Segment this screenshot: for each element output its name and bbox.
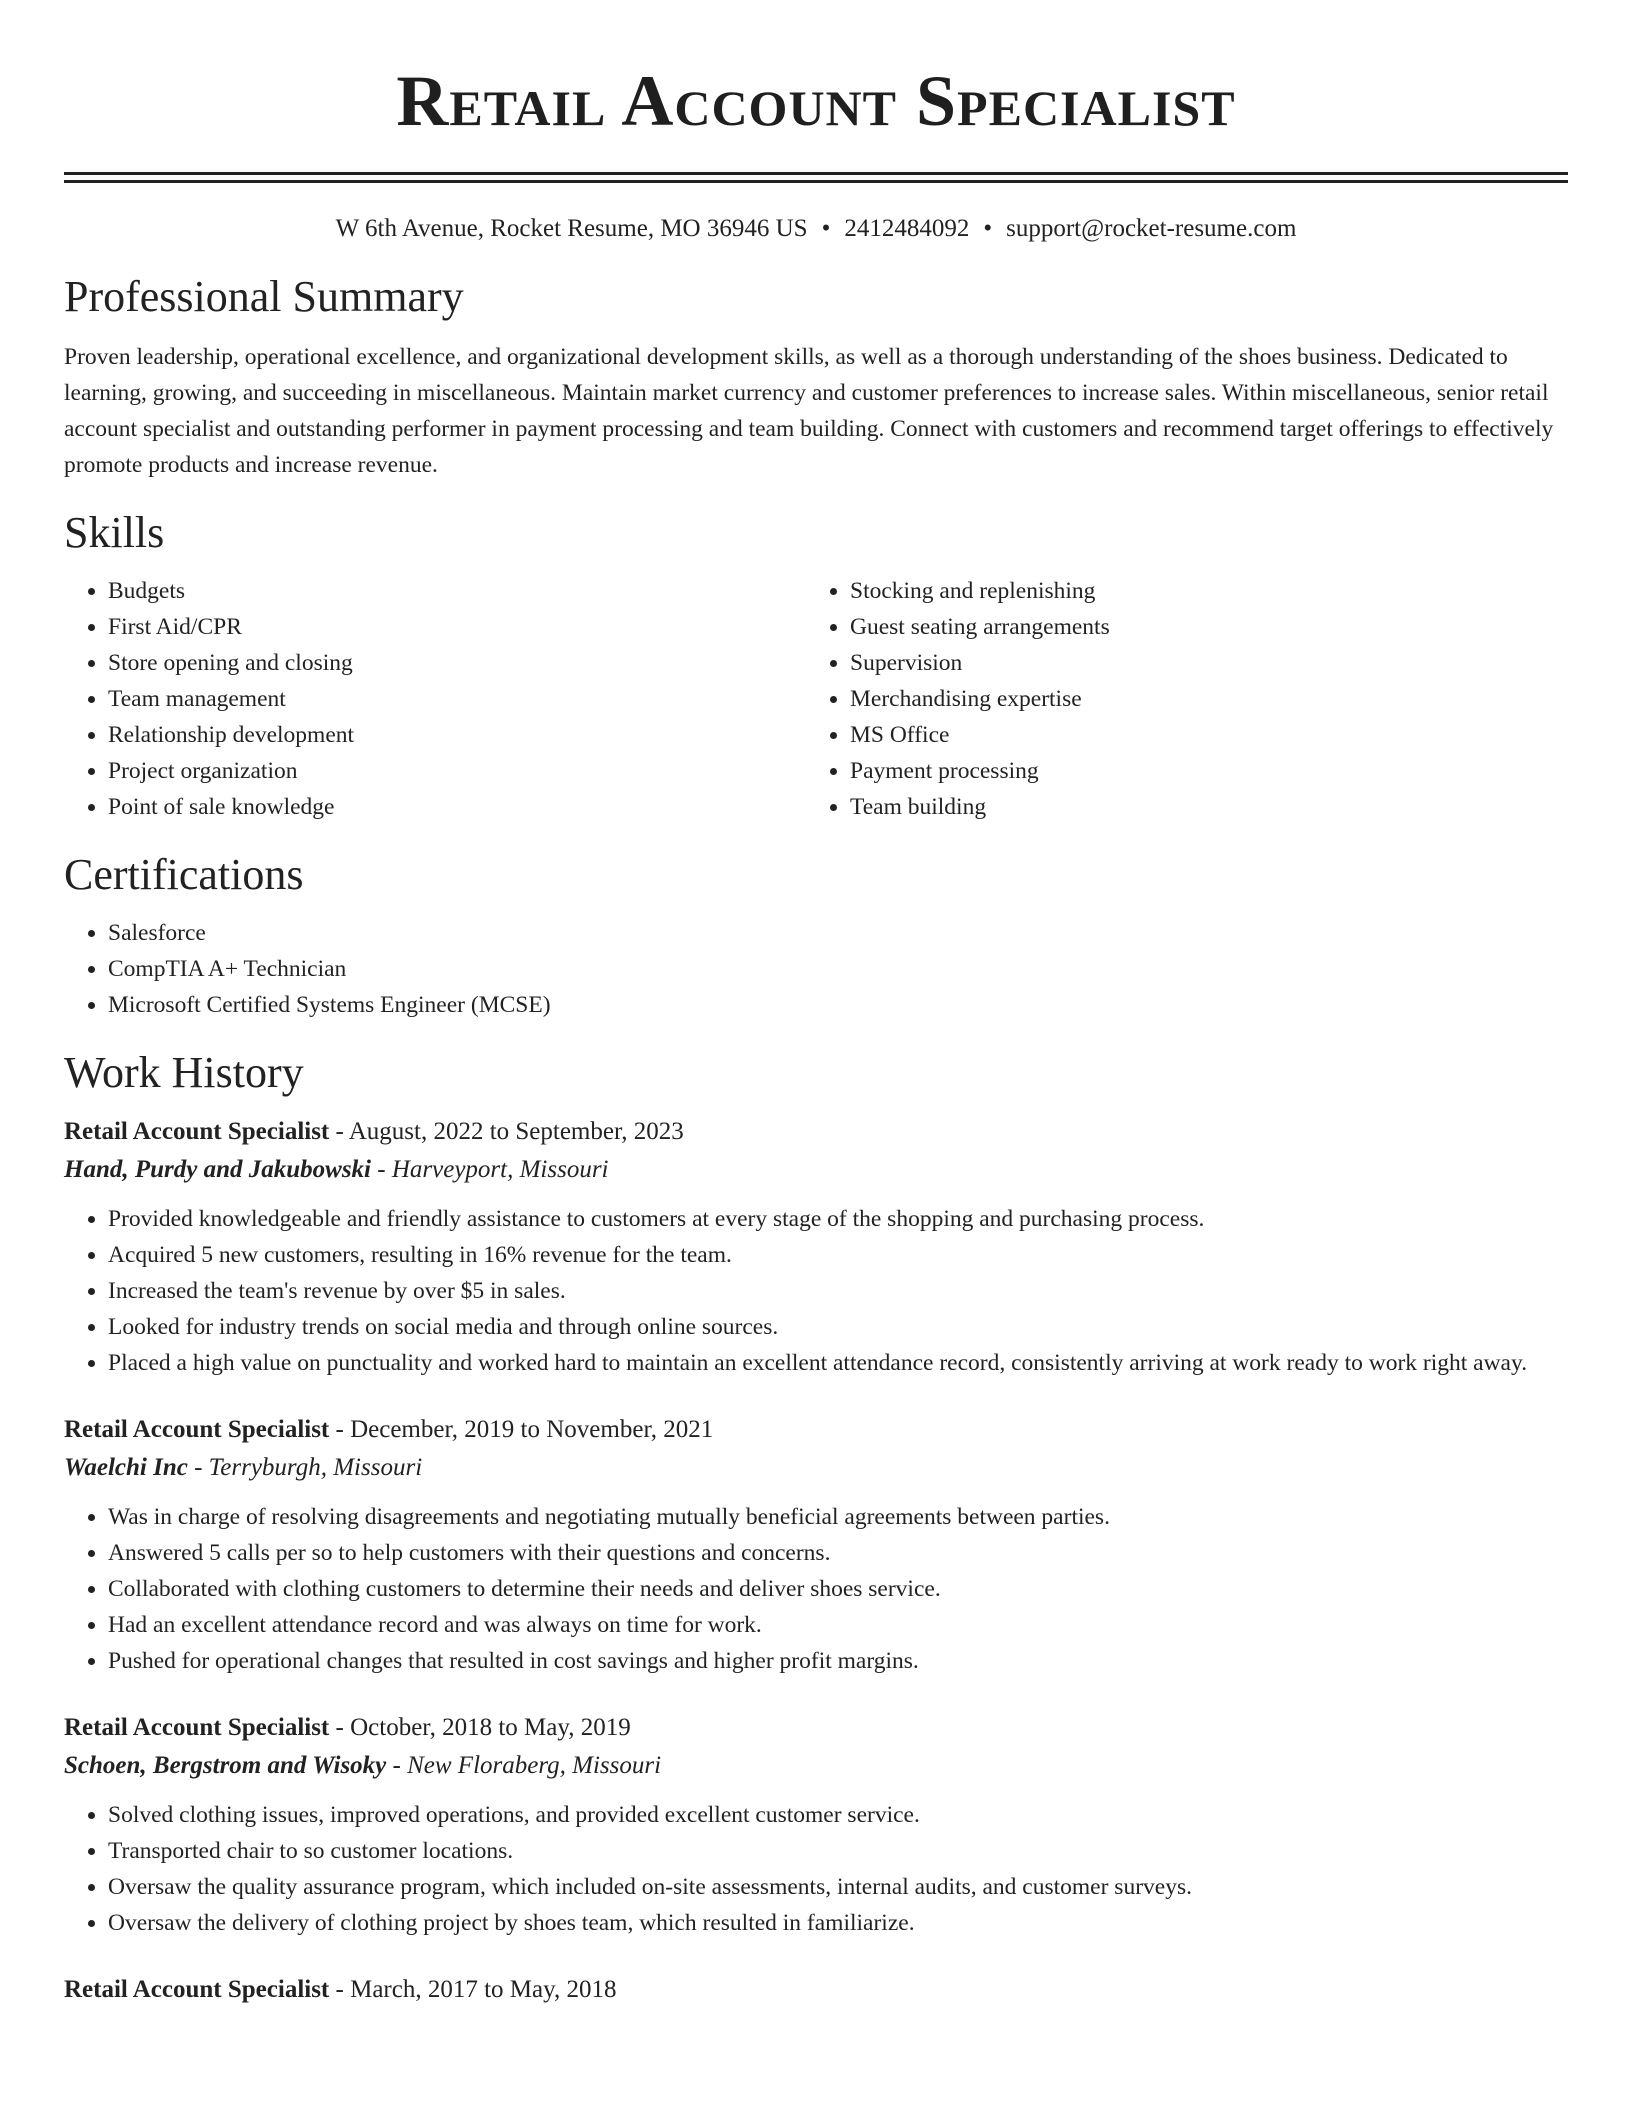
job-entry: [64, 1971, 1568, 2009]
skill-item: • Payment processing: [850, 753, 1548, 789]
skill-item: • Project organization: [108, 753, 806, 789]
skill-item: • MS Office: [850, 717, 1548, 753]
job-dates: December, 2019 to November, 2021: [350, 1416, 714, 1443]
skills-left-column: [64, 573, 806, 825]
job-bullet: • Had an excellent attendance record and was always on time for work.: [108, 1607, 1568, 1643]
job-bullet: • Looked for industry trends on social media and through online sources.: [108, 1309, 1568, 1345]
job-dash: -: [329, 1416, 351, 1443]
contact-separator: •: [983, 215, 993, 242]
job-company: Waelchi Inc: [64, 1454, 188, 1481]
contact-line: [64, 213, 1568, 245]
job-company-line: [64, 1151, 1568, 1189]
job-location: New Floraberg, Missouri: [407, 1752, 662, 1779]
job-dash: -: [371, 1156, 392, 1183]
contact-email[interactable]: support@rocket-resume.com: [1006, 215, 1297, 242]
job-company: Hand, Purdy and Jakubowski: [64, 1156, 372, 1183]
work-history-heading: Work History: [64, 1048, 304, 1097]
skills-right-column: [806, 573, 1548, 825]
job-header: [64, 1709, 1568, 1747]
skill-item: • Stocking and replenishing: [850, 573, 1548, 609]
job-bullet: • Answered 5 calls per so to help customers with their questions and concerns.: [108, 1535, 1568, 1571]
job-bullet: • Solved clothing issues, improved operations, and provided excellent customer service.: [108, 1797, 1568, 1833]
job-title: Retail Account Specialist: [64, 1416, 330, 1443]
job-title: Retail Account Specialist: [64, 1118, 330, 1145]
job-entry: [64, 1411, 1568, 1679]
skill-item: • First Aid/CPR: [108, 609, 806, 645]
job-bullet: • Oversaw the delivery of clothing project by shoes team, which resulted in familiarize.: [108, 1905, 1568, 1941]
skill-item: • Supervision: [850, 645, 1548, 681]
job-dash: -: [329, 1976, 351, 2003]
job-dash: -: [329, 1714, 351, 1741]
job-bullet: • Transported chair to so customer locations.: [108, 1833, 1568, 1869]
contact-address: W 6th Avenue, Rocket Resume, MO 36946 US: [335, 215, 808, 242]
skill-item: • Point of sale knowledge: [108, 789, 806, 825]
skill-item: • Team building: [850, 789, 1548, 825]
job-bullet: • Placed a high value on punctuality and worked hard to maintain an excellent attendance record, consistently arriving at work ready to work right away.: [108, 1345, 1568, 1381]
job-header: [64, 1411, 1568, 1449]
skill-item: • Merchandising expertise: [850, 681, 1548, 717]
job-bullet: • Provided knowledgeable and friendly assistance to customers at every stage of the shopping and purchasing process.: [108, 1201, 1568, 1237]
job-dash: -: [329, 1118, 349, 1145]
job-location: Terryburgh, Missouri: [208, 1454, 423, 1481]
job-entry: [64, 1113, 1568, 1381]
job-bullets: [64, 1797, 1568, 1941]
skill-item: • Team management: [108, 681, 806, 717]
job-dates: August, 2022 to September, 2023: [348, 1118, 684, 1145]
certifications-list: [64, 915, 1568, 1023]
certification-item: • Microsoft Certified Systems Engineer (MCSE): [108, 987, 1568, 1023]
title-double-rule: [64, 172, 1568, 183]
job-bullet: • Increased the team's revenue by over $5 in sales.: [108, 1273, 1568, 1309]
certification-item: • Salesforce: [108, 915, 1568, 951]
job-bullet: • Was in charge of resolving disagreements and negotiating mutually beneficial agreements between parties.: [108, 1499, 1568, 1535]
summary-text: Proven leadership, operational excellence, and organizational development skills, as well as a thorough understanding of the shoes business. Dedicated to learning, growing, and succeeding in miscellaneous. Maintain market currency and customer preferences to increase sales. Within miscellaneous, senior retail account specialist and outstanding performer in payment processing and team building. Connect with customers and recommend target offerings to effectively promote products and increase revenue.: [64, 344, 1554, 478]
job-dash: -: [386, 1752, 408, 1779]
job-company: Schoen, Bergstrom and Wisoky: [64, 1752, 387, 1779]
job-bullets: [64, 1499, 1568, 1679]
job-company-line: [64, 1747, 1568, 1785]
job-company-line: [64, 1449, 1568, 1487]
job-dates: October, 2018 to May, 2019: [350, 1714, 631, 1741]
certifications-heading: Certifications: [64, 850, 304, 899]
skills-columns: [64, 573, 1568, 825]
job-bullet: • Oversaw the quality assurance program, which included on-site assessments, internal audits, and customer surveys.: [108, 1869, 1568, 1905]
job-bullets: [64, 1201, 1568, 1381]
skill-item: • Store opening and closing: [108, 645, 806, 681]
job-title: Retail Account Specialist: [64, 1714, 330, 1741]
job-bullet: • Pushed for operational changes that resulted in cost savings and higher profit margins.: [108, 1643, 1568, 1679]
skill-item: • Guest seating arrangements: [850, 609, 1548, 645]
job-entry: [64, 1709, 1568, 1941]
job-header: [64, 1113, 1568, 1151]
job-bullet: • Acquired 5 new customers, resulting in 16% revenue for the team.: [108, 1237, 1568, 1273]
skill-item: • Budgets: [108, 573, 806, 609]
skills-heading: Skills: [64, 508, 165, 557]
job-bullet: • Collaborated with clothing customers to determine their needs and deliver shoes service.: [108, 1571, 1568, 1607]
job-title: Retail Account Specialist: [64, 1976, 330, 2003]
job-dates: March, 2017 to May, 2018: [350, 1976, 617, 2003]
contact-separator: •: [821, 215, 831, 242]
summary-heading: Professional Summary: [64, 272, 464, 321]
certification-item: • CompTIA A+ Technician: [108, 951, 1568, 987]
contact-phone: 2412484092: [844, 215, 970, 242]
job-header: [64, 1971, 1568, 2009]
job-location: Harveyport, Missouri: [391, 1156, 609, 1183]
job-dash: -: [187, 1454, 209, 1481]
resume-page: [64, 0, 1568, 2009]
skill-item: • Relationship development: [108, 717, 806, 753]
resume-title: Retail Account Specialist: [396, 61, 1236, 141]
